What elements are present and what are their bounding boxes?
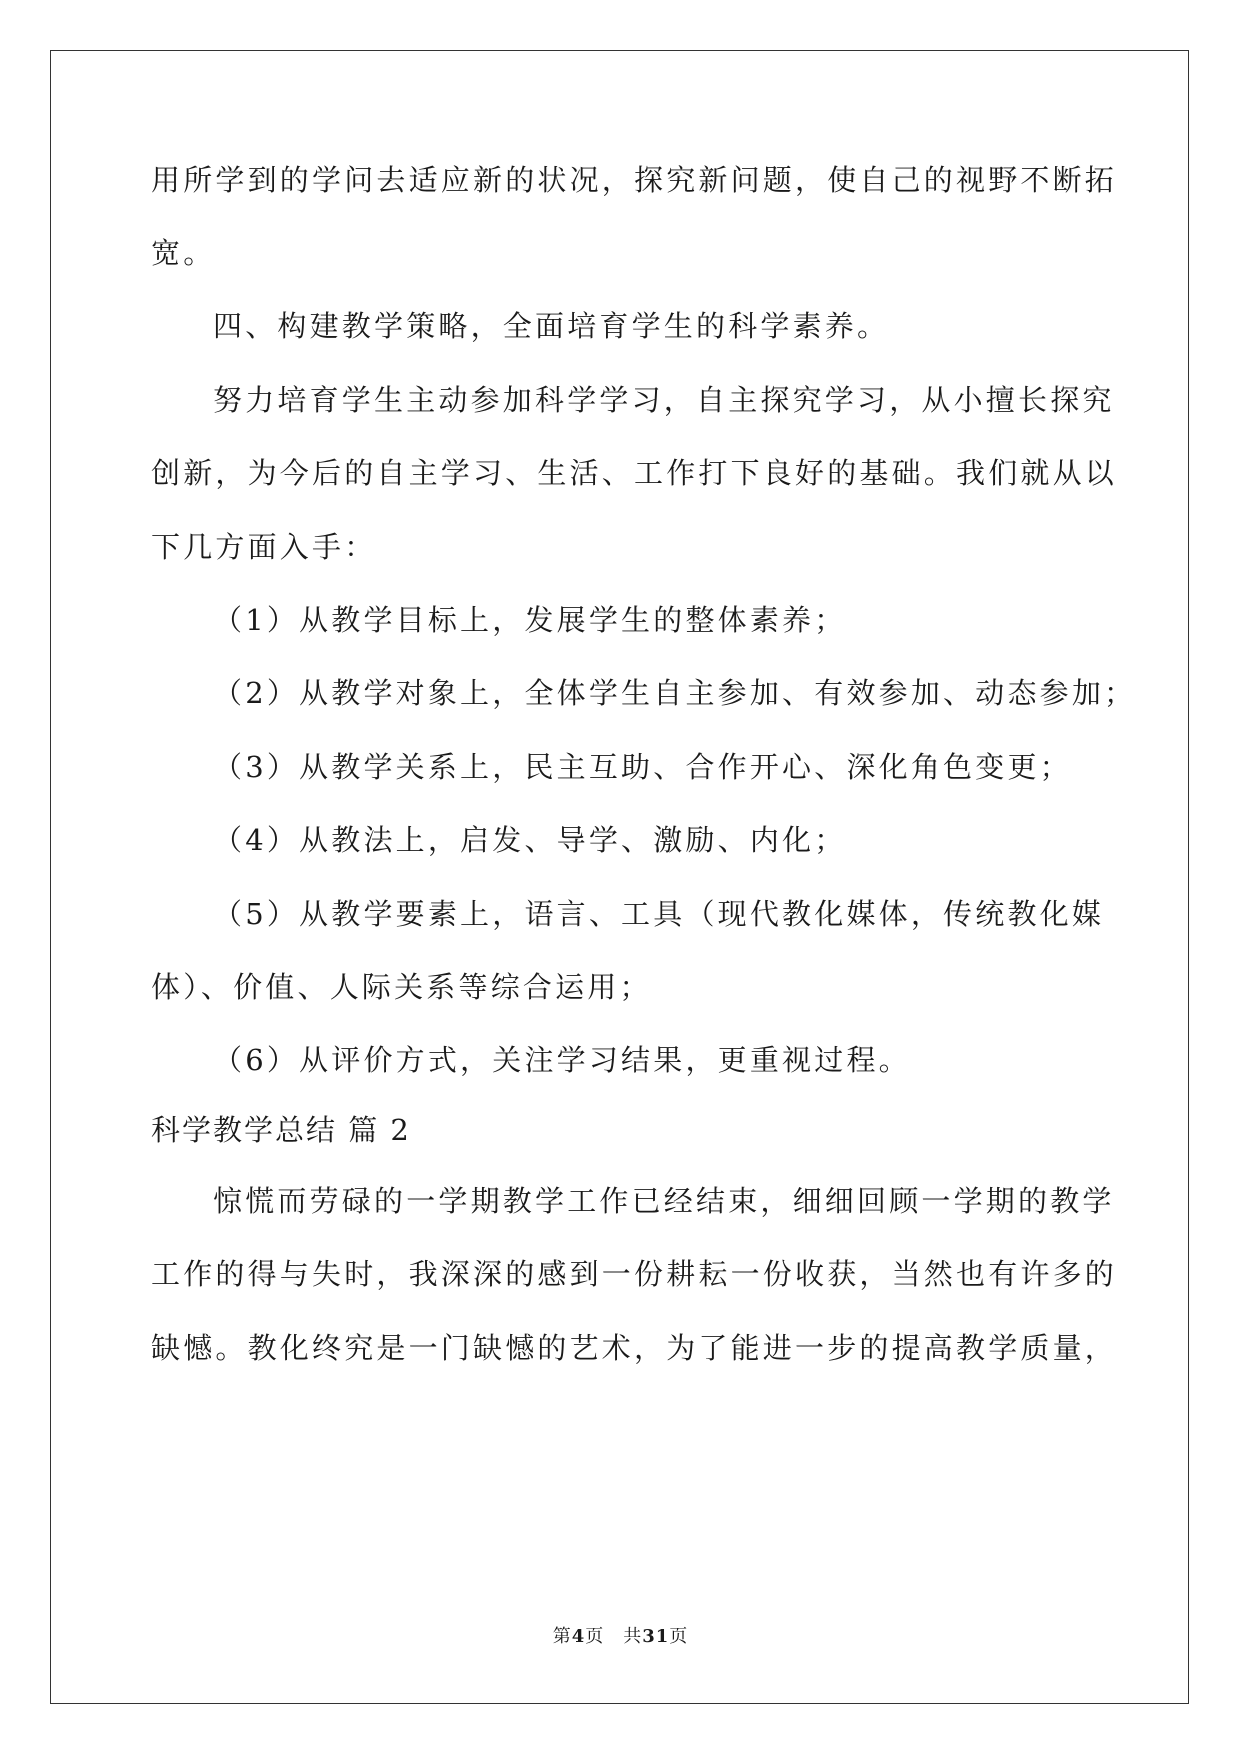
body-line: 创新，为今后的自主学习、生活、工作打下良好的基础。我们就从以 — [151, 456, 1118, 490]
page-footer — [0, 1622, 1241, 1648]
body-line: 用所学到的学问去适应新的状况，探究新问题，使自己的视野不断拓 — [151, 163, 1118, 197]
body-line: 惊慌而劳碌的一学期教学工作已经结束，细细回顾一学期的教学 — [213, 1184, 1115, 1218]
body-line: 下几方面入手： — [151, 530, 377, 564]
footer-middle: 页 共 — [585, 1626, 643, 1647]
list-item: （2）从教学对象上，全体学生自主参加、有效参加、动态参加； — [213, 676, 1137, 710]
list-item: （5）从教学要素上，语言、工具（现代教化媒体，传统教化媒 — [213, 897, 1105, 931]
section-heading: 四、构建教学策略，全面培育学生的科学素养。 — [213, 309, 890, 343]
list-item: （6）从评价方式，关注学习结果，更重视过程。 — [213, 1043, 911, 1077]
body-line: 体）、价值、人际关系等综合运用； — [151, 970, 652, 1004]
footer-prefix: 第 — [552, 1626, 572, 1647]
list-item: （3）从教学关系上，民主互助、合作开心、深化角色变更； — [213, 750, 1072, 784]
body-line: 缺憾。教化终究是一门缺憾的艺术，为了能进一步的提高教学质量， — [151, 1331, 1118, 1365]
total-page-number: 31 — [642, 1626, 670, 1647]
current-page-number: 4 — [571, 1626, 586, 1647]
body-line: 努力培育学生主动参加科学学习，自主探究学习，从小擅长探究 — [213, 383, 1115, 417]
body-line: 工作的得与失时，我深深的感到一份耕耘一份收获，当然也有许多的 — [151, 1257, 1118, 1291]
list-item: （4）从教法上，启发、导学、激励、内化； — [213, 823, 847, 857]
body-line: 宽。 — [151, 236, 216, 270]
page-border — [50, 50, 1189, 1704]
article-title: 科学教学总结 篇 2 — [151, 1113, 411, 1147]
list-item: （1）从教学目标上，发展学生的整体素养； — [213, 603, 847, 637]
footer-suffix: 页 — [669, 1626, 689, 1647]
